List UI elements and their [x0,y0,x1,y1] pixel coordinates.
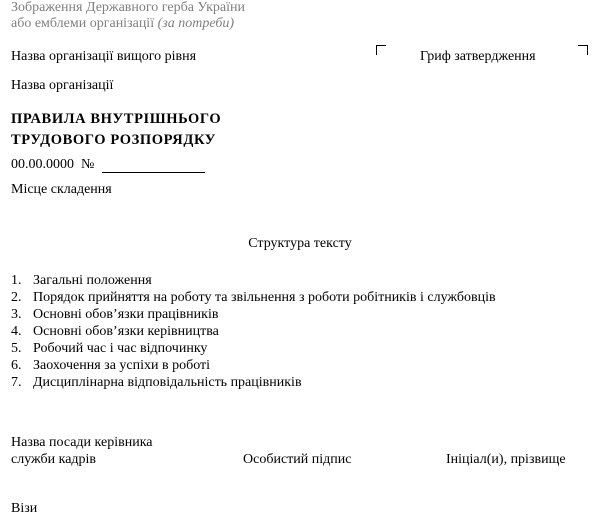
position-title-line2: служби кадрів [11,452,97,467]
list-item-number: 4. [11,324,22,339]
higher-organization-name: Назва організації вищого рівня [11,49,197,64]
structure-heading: Структура тексту [248,236,352,251]
organization-name: Назва організації [11,78,114,93]
emblem-caption-line2 [11,16,234,32]
document-title-line2: ТРУДОВОГО РОЗПОРЯДКУ [11,132,217,148]
emblem-caption-line1: Зображення Державного герба України [11,0,245,15]
document-title-line1: ПРАВИЛА ВНУТРІШНЬОГО [11,111,222,127]
list-item-number: 1. [11,273,22,288]
approval-corner-right [578,45,588,55]
document-number-field [102,172,205,173]
list-item-number: 7. [11,375,22,390]
document-date: 00.00.0000 [11,157,74,172]
position-title-line1: Назва посади керівника [11,435,153,450]
list-item-text: Робочий час і час відпочинку [33,341,208,356]
emblem-caption-main: або емблеми організації [11,16,158,31]
list-item-text: Порядок прийняття на роботу та звільнення з роботи робітників і службовців [33,290,496,305]
approval-stamp: Гриф затвердження [420,49,536,64]
initials-surname-label: Ініціал(и), прізвище [446,452,566,467]
list-item-number: 2. [11,290,22,305]
approval-corner-left [376,45,386,55]
list-item-text: Дисциплінарна відповідальність працівників [33,375,302,390]
list-item-text: Загальні положення [33,273,152,288]
personal-signature-label: Особистий підпис [243,452,352,467]
visas-label: Візи [11,501,38,516]
list-item-text: Основні обов’язки керівництва [33,324,219,339]
list-item-number: 3. [11,307,22,322]
list-item-number: 6. [11,358,22,373]
place-of-compilation: Місце складення [11,182,112,197]
document-number-label: № [81,157,95,172]
list-item-number: 5. [11,341,22,356]
list-item-text: Заохочення за успіхи в роботі [33,358,211,373]
emblem-caption-note: (за потреби) [157,16,235,31]
list-item-text: Основні обов’язки працівників [33,307,219,322]
